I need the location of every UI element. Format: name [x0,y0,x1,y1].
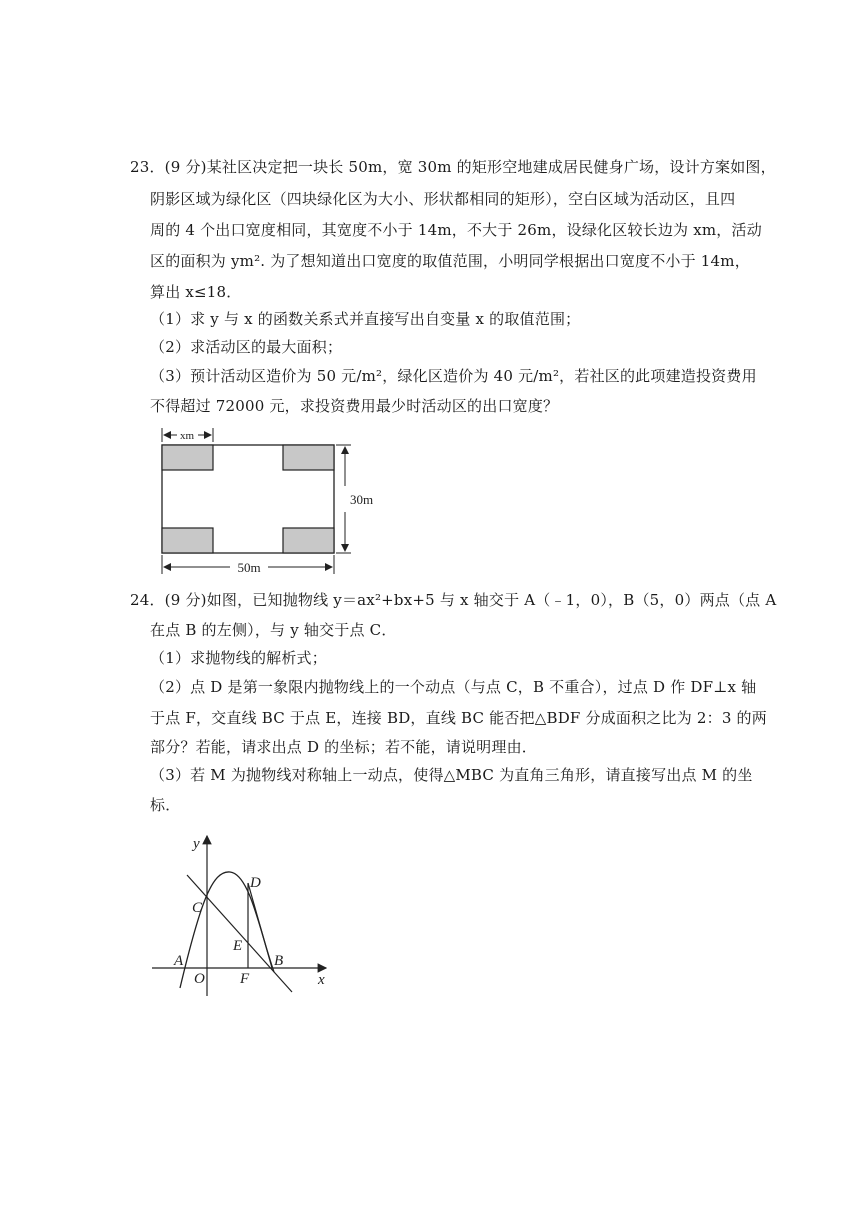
point-o-label: O [194,971,205,987]
dim-label-x: xm [179,430,195,442]
q24-sub3-line-2: 标． [150,796,181,814]
point-f-label: F [240,971,250,987]
q24-parabola-figure [150,832,350,1002]
q24-line-2: 在点 B 的左侧），与 y 轴交于点 C． [150,621,397,639]
q24-sub3-line-1: （3）若 M 为抛物线对称轴上一动点，使得△MBC 为直角三角形，请直接写出点 M 的坐 [150,766,753,784]
point-e-label: E [233,938,243,954]
dim-label-height: 30m [350,492,374,507]
y-axis-label: y [193,836,200,852]
green-area-top-right [283,445,334,470]
q23-sub3-line-1: （3）预计活动区造价为 50 元/m²，绿化区造价为 40 元/m²，若社区的此项建造投资费用 [150,367,757,385]
q24-sub1: （1）求抛物线的解析式； [150,649,327,667]
green-area-top-left [162,445,213,470]
green-area-bottom-right [283,528,334,553]
q24-sub2-line-1: （2）点 D 是第一象限内抛物线上的一个动点（与点 C，B 不重合），过点 D 作 DF⊥x 轴 [150,678,757,696]
point-b-label: B [274,953,284,969]
q24-line-1: 24．(9 分)如图，已知抛物线 y＝ax²+bx+5 与 x 轴交于 A（﹣1，0），B（5，0）两点（点 A [130,591,777,609]
q24-sub2-line-3: 部分？若能，请求出点 D 的坐标；若不能，请说明理由． [150,738,537,756]
q23-sub2: （2）求活动区的最大面积； [150,338,343,356]
green-area-bottom-left [162,528,213,553]
q23-sub3-line-2: 不得超过 72000 元，求投资费用最少时活动区的出口宽度？ [150,397,559,415]
q24-sub2-line-2: 于点 F，交直线 BC 于点 E，连接 BD，直线 BC 能否把△BDF 分成面积之比为 2：3 的两 [150,709,767,727]
q23-sub1: （1）求 y 与 x 的函数关系式并直接写出自变量 x 的取值范围； [150,310,581,328]
point-a-label: A [174,953,184,969]
point-c-label: C [192,900,203,916]
q23-line-1: 23．(9 分)某社区决定把一块长 50m，宽 30m 的矩形空地建成居民健身广场，设计方案如图， [130,158,776,176]
q23-plaza-figure [150,424,380,580]
q23-line-3: 周的 4 个出口宽度相同，其宽度不小于 14m，不大于 26m，设绿化区较长边为 xm，活动 [150,221,762,239]
x-axis-label: x [318,972,325,988]
q23-line-4: 区的面积为 ym². 为了想知道出口宽度的取值范围，小明同学根据出口宽度不小于 14m， [150,252,750,270]
point-d-label: D [250,875,261,891]
q23-line-5: 算出 x≤18． [150,283,242,301]
q23-line-2: 阴影区域为绿化区（四块绿化区为大小、形状都相同的矩形），空白区域为活动区，且四 [150,190,736,208]
segment-bd [248,883,272,968]
dim-label-width: 50m [237,560,261,575]
